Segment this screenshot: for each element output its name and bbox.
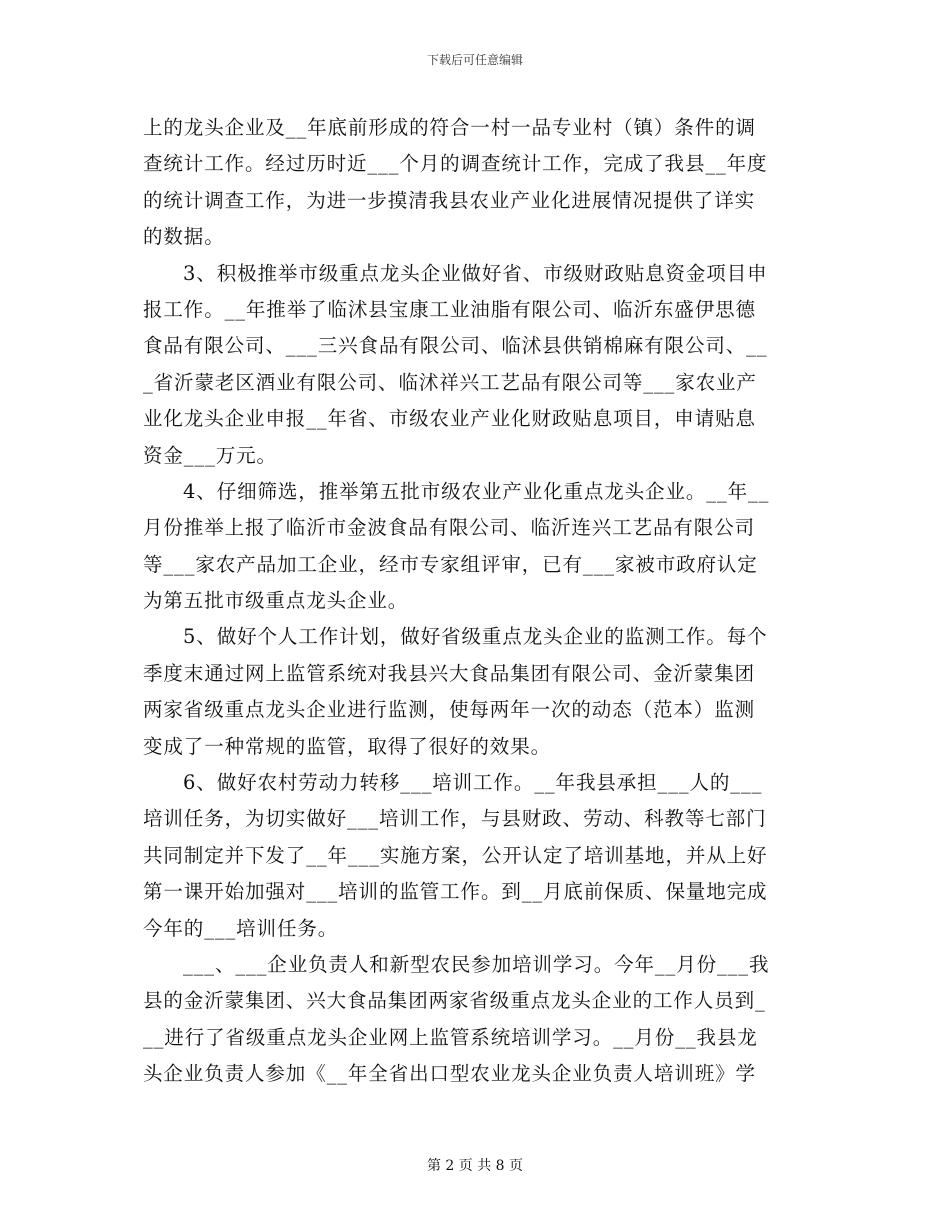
text-line: 查统计工作。经过历时近___个月的调查统计工作，完成了我县__年度 <box>143 152 768 176</box>
text-line: 培训任务，为切实做好___培训工作，与县财政、劳动、科教等七部门 <box>143 807 767 831</box>
page-header-note: 下载后可任意编辑 <box>426 53 523 67</box>
text-line: 县的金沂蒙集团、兴大食品集团两家省级重点龙头企业的工作人员到_ <box>143 989 766 1013</box>
text-line: 今年的___培训任务。 <box>143 916 339 940</box>
text-line: 头企业负责人参加《__年全省出口型农业龙头企业负责人培训班》学 <box>143 1062 756 1086</box>
text-line: 共同制定并下发了__年___实施方案，公开认定了培训基地，并从上好 <box>143 843 768 867</box>
text-line: 两家省级重点龙头企业进行监测，使每两年一次的动态（范本）监测 <box>143 698 756 722</box>
text-line: 食品有限公司、___三兴食品有限公司、临沭县供销棉麻有限公司、__ <box>143 334 768 358</box>
paragraph-start-line: ___、___企业负责人和新型农民参加培训学习。今年__月份___我 <box>183 952 770 976</box>
text-line: 月份推举上报了临沂市金波食品有限公司、临沂连兴工艺品有限公司 <box>143 516 756 540</box>
text-line: 报工作。__年推举了临沭县宝康工业油脂有限公司、临沂东盛伊思德 <box>143 297 756 321</box>
text-line: 等___家农产品加工企业，经市专家组评审，已有___家被市政府认定 <box>143 552 758 576</box>
text-line: 业化龙头企业申报__年省、市级农业产业化财政贴息项目，申请贴息 <box>143 407 756 431</box>
text-line: 的统计调查工作，为进一步摸清我县农业产业化进展情况提供了详实 <box>143 188 756 212</box>
text-line: 的数据。 <box>143 225 225 249</box>
text-line: 季度末通过网上监管系统对我县兴大食品集团有限公司、金沂蒙集团 <box>143 661 756 685</box>
paragraph-start-line: 3、积极推举市级重点龙头企业做好省、市级财政贴息资金项目申 <box>183 261 768 285</box>
text-line: _省沂蒙老区酒业有限公司、临沭祥兴工艺品有限公司等___家农业产 <box>143 370 757 394</box>
text-line: __进行了省级重点龙头企业网上监管系统培训学习。__月份__我县龙 <box>143 1025 758 1049</box>
paragraph-start-line: 6、做好农村劳动力转移___培训工作。__年我县承担___人的___ <box>183 771 763 795</box>
paragraph-start-line: 4、仔细筛选，推举第五批市级农业产业化重点龙头企业。__年__ <box>183 479 770 503</box>
page-number-footer: 第 2 页 共 8 页 <box>426 1158 524 1174</box>
text-line: 为第五批市级重点龙头企业。 <box>143 589 409 613</box>
text-line: 变成了一种常规的监管，取得了很好的效果。 <box>143 734 552 758</box>
text-line: 第一课开始加强对___培训的监管工作。到__月底前保质、保量地完成 <box>143 880 768 904</box>
text-line: 资金___万元。 <box>143 443 277 467</box>
text-line: 上的龙头企业及__年底前形成的符合一村一品专业村（镇）条件的调 <box>143 116 756 139</box>
paragraph-start-line: 5、做好个人工作计划，做好省级重点龙头企业的监测工作。每个 <box>183 625 768 649</box>
document-body <box>143 110 803 1093</box>
